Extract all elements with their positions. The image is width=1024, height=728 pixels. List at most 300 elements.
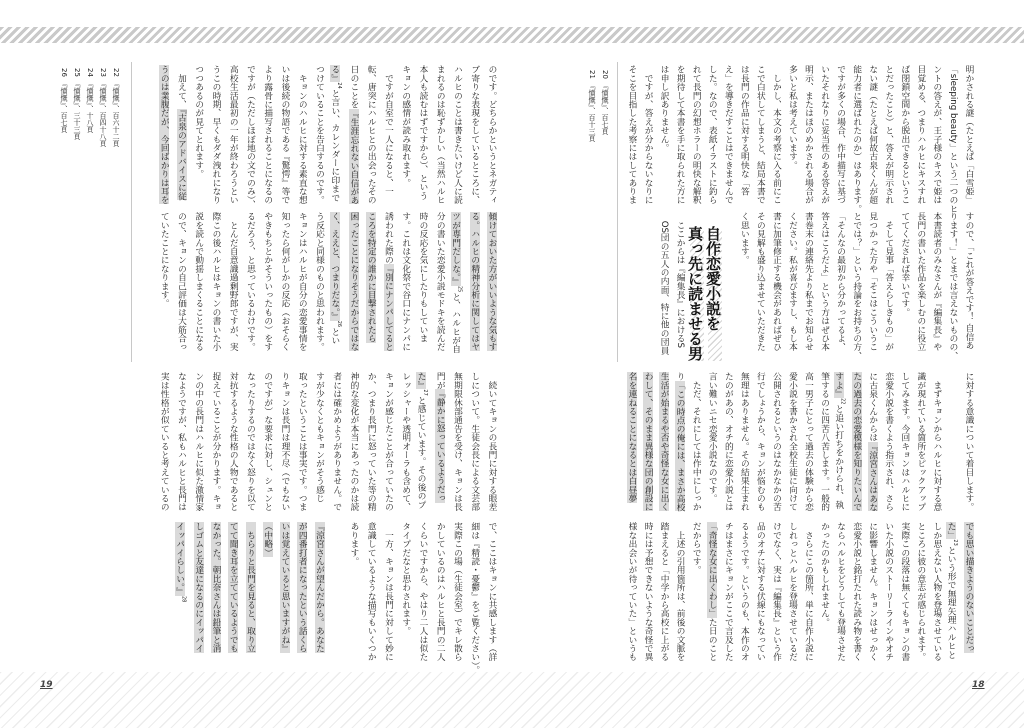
text-column: [780, 522, 796, 667]
body-tier-3: [620, 372, 973, 517]
footnote: 22 『憤慨』、百六十二頁: [112, 68, 120, 147]
text-column: [341, 212, 358, 357]
text-column: [780, 372, 796, 517]
section-heading-line-2: 真っ先に読ませる男: [686, 226, 704, 361]
text-column: [732, 212, 748, 357]
text-column: [732, 65, 748, 210]
text-segment: ですが自室で一人になると、一: [383, 65, 394, 196]
text-column: [272, 212, 289, 357]
footnote-reference: 24: [335, 82, 342, 89]
text-column: [151, 372, 168, 517]
text-column: [168, 372, 185, 517]
text-segment: 高校生活最初の一年が終わろうとい: [228, 65, 239, 205]
footnote: 20 『憤慨』、百七頁: [601, 70, 609, 135]
text-column: [845, 65, 862, 213]
text-column: [668, 522, 684, 667]
text-column: [272, 372, 289, 517]
text-column: [410, 212, 427, 357]
text-segment: 明かされる謎（たとえば「白雪姫」: [964, 65, 974, 205]
text-segment: 門が: [435, 372, 446, 390]
text-column: [861, 522, 877, 667]
text-column: [289, 372, 306, 517]
text-segment: かったのかもしれません。: [819, 522, 830, 627]
text-column: [444, 212, 461, 357]
text-segment: 無理はありません。その結果生まれ: [739, 372, 750, 512]
text-column: [479, 212, 496, 357]
text-column: [237, 65, 254, 210]
text-segment: 多いと私は考えています。: [787, 65, 798, 170]
text-column: [957, 372, 973, 517]
text-column: [764, 212, 780, 357]
text-column: [168, 65, 185, 210]
highlighted-quote: く、ええと、つまりだな。』: [329, 212, 340, 321]
text-column: [237, 212, 254, 357]
text-column: [375, 212, 392, 357]
text-column: [909, 522, 925, 667]
text-column: [444, 65, 461, 210]
text-column: [255, 65, 272, 210]
text-segment: 続いてキョンの長門に対する眼差: [487, 372, 497, 512]
text-column: [289, 522, 306, 667]
text-segment: という形で無理矢理ハルヒと: [946, 545, 957, 659]
text-segment: すが少なくともキョンがそう感じ: [314, 372, 325, 503]
text-segment: た日のこと: [707, 617, 718, 662]
footnote-reference: 28: [180, 595, 187, 603]
text-segment: あります。: [349, 522, 359, 566]
body-tier-3: [151, 372, 496, 517]
text-segment: 取ったということは事実です。つま: [297, 372, 308, 512]
text-segment: いは後続の物語である『驚愕』等で: [280, 65, 290, 205]
text-segment: キョンのハルヒに対する素直な想: [297, 65, 308, 205]
text-segment: 実際この段落は無くてもキョンの書: [899, 522, 910, 662]
text-column: [652, 212, 668, 357]
text-segment: す。これは文化祭で谷口にナンパに: [400, 212, 411, 352]
text-column: [957, 212, 973, 357]
text-column: [813, 212, 829, 357]
text-segment: ところに彼の意志が感じられます。: [915, 522, 926, 662]
highlighted-quote: すよ』: [833, 372, 844, 399]
text-segment: 書に加筆修正する機会があればぜひ: [771, 212, 782, 352]
text-column: [393, 65, 410, 210]
highlighted-quote: たの過去の恋愛模様を知りたいんで: [851, 372, 862, 512]
text-segment: るだろう、と思っているわけです。: [245, 212, 256, 352]
footnote-reference: 23: [951, 539, 958, 546]
body-tier-1: [151, 65, 496, 210]
text-segment: だからです。: [691, 522, 702, 575]
text-column: [748, 522, 764, 667]
text-column: [255, 522, 272, 667]
text-column: [479, 65, 496, 210]
text-segment: に古泉くんからは: [867, 372, 878, 442]
highlighted-quote: 「この時点の俺には、まさか高校: [675, 380, 686, 512]
body-tier-2: [151, 212, 496, 357]
text-segment: OS団の五人の内面、特に他の団員: [659, 212, 670, 355]
text-column: [255, 372, 272, 517]
text-segment: 明示、またはほのめかされる場合が: [803, 65, 814, 205]
text-segment: ですが多くの場合、作中描写に基づ: [835, 65, 846, 205]
text-segment: かしているのはハルヒと長門の二人: [435, 522, 446, 662]
text-column: [186, 372, 203, 517]
text-segment: ください。私が喜びますし、もし本: [787, 212, 798, 352]
text-column: [652, 65, 668, 210]
text-segment: 行でしょうから、キョンが悩むのも: [755, 372, 766, 512]
highlighted-quote: 『涼宮さんが望んだから。あなた: [314, 522, 325, 653]
section-heading-line-1: 自作恋愛小説を: [704, 226, 722, 361]
text-segment: 恋愛小説と銘打たれた読み物を書く: [851, 522, 862, 662]
text-column: [748, 372, 764, 517]
text-segment: なったりするのではなく怒りを以て: [245, 372, 256, 512]
top-stripe-band: [0, 27, 1024, 43]
text-column: [289, 65, 306, 210]
highlighted-quote: 『静かに怒っているようだっ: [435, 389, 446, 503]
text-segment: いたそれなりに妥当性のある答えが: [819, 65, 830, 205]
text-column: [306, 212, 323, 357]
text-column: [168, 522, 185, 667]
text-column: [877, 372, 893, 517]
text-column: [861, 212, 877, 357]
text-segment: 際この後ハルヒはキョンの書いた小: [211, 212, 221, 352]
text-segment: と、ハルヒが自: [450, 292, 461, 354]
text-column: [636, 522, 652, 667]
text-segment: 書巻末の連絡先より私までお知らせ: [803, 212, 814, 352]
text-column: [203, 372, 220, 517]
text-segment: に影響しません。キョンはせっかく: [867, 522, 878, 662]
text-column: [186, 212, 203, 357]
text-column: [410, 372, 427, 517]
text-column: [186, 65, 203, 210]
text-segment: 公開されるというのはなかなかの苦: [771, 372, 782, 512]
text-segment: まずキョンからハルヒに対する意: [931, 372, 942, 512]
text-segment: した。なので、表紙イラストに釣ら: [707, 65, 718, 205]
text-column: [479, 372, 496, 517]
text-column: [427, 372, 444, 517]
text-column: [813, 372, 829, 517]
text-column: [861, 372, 877, 517]
text-column: [957, 522, 973, 667]
highlighted-quote: 『涼宮さんはあな: [867, 441, 878, 512]
text-column: [255, 212, 272, 357]
highlighted-quote: る』: [329, 65, 340, 83]
text-segment: で、ここはキョンに共感します（詳: [487, 522, 497, 662]
text-column: [151, 212, 168, 357]
text-segment: たのがあの、オチ的に恋愛小説とは: [723, 372, 734, 512]
text-segment: 上述の引用箇所は、前後の文脈を: [675, 522, 686, 662]
text-segment: ててくだされば幸いです。: [899, 212, 910, 317]
text-column: [289, 212, 306, 357]
text-column: [813, 65, 829, 210]
highlighted-quote: 『生涯忘れない自信があ: [349, 108, 359, 205]
highlighted-quote: なかった。朝比奈さんは鉛筆と消: [211, 522, 221, 653]
text-segment: 筆するのに四苦八苦します。一般的: [819, 372, 830, 512]
highlighted-quote: た』: [416, 372, 427, 390]
text-column: [306, 65, 323, 210]
text-segment: ントの答えが、王子様のキスで姫は: [931, 65, 942, 205]
text-segment: さらにこの箇所、単に自作小説に: [803, 522, 814, 662]
text-column: [620, 522, 636, 667]
text-segment: 愛小説を書かされ全校生徒に向けて: [787, 372, 798, 512]
text-column: [203, 65, 220, 210]
text-segment: ただ、それにしては作中にしっか: [691, 372, 702, 512]
text-column: [341, 522, 358, 667]
highlighted-quote: でも思い描きようのないことだっ: [964, 522, 974, 653]
text-column: [479, 522, 496, 667]
highlighted-quote: イッパイらしい。』: [174, 522, 185, 596]
text-segment: キョンはハルヒが自分の恋愛事情を: [297, 212, 308, 352]
text-column: [203, 212, 220, 357]
text-segment: 分の書いた恋愛小説モドキを読んだ: [435, 212, 446, 352]
text-segment: ていたことになります。: [159, 212, 170, 308]
text-segment: は申し訳ありません。: [659, 65, 670, 152]
text-column: [764, 522, 780, 667]
text-segment: か、つまり長門に怒っていた等の精: [366, 372, 377, 512]
text-segment: 恋愛小説を書くよう指示され、さら: [883, 372, 894, 512]
text-segment: 知ったら何がしかの反応（おそらく: [280, 212, 290, 352]
text-segment: 対抗するような性格の人物であると: [228, 372, 239, 512]
highlighted-quote: 傾けておいた方がいいような気もす: [487, 212, 497, 352]
text-column: [684, 65, 700, 210]
text-segment: に対する意識について着目します。: [964, 372, 974, 512]
page-number: 19: [40, 680, 53, 690]
text-segment: ンの中の長門はハルヒに似た激情家: [193, 372, 204, 512]
footnote: 24 『憤慨』、十八頁: [86, 68, 94, 133]
text-segment: つつあるのが見てとれます。: [193, 65, 204, 179]
text-column: [462, 372, 479, 517]
text-column: [829, 522, 845, 667]
text-column: [764, 65, 780, 210]
text-segment: るようです。というのも、本作のオ: [739, 522, 750, 662]
text-column: [700, 372, 716, 517]
text-column: [700, 522, 716, 667]
text-column: [358, 372, 375, 517]
text-segment: 長門の書いた作品を楽しむのに役立: [915, 212, 926, 352]
text-column: [957, 65, 973, 210]
text-column: [796, 212, 812, 357]
highlighted-quote: 生活が始まるや否や奇怪な女に出く: [659, 372, 670, 512]
text-column: [909, 372, 925, 517]
text-segment: れて長門の幻想ホラーの明快な解釈: [691, 65, 702, 205]
footnote: 25 『憤慨』、三十三頁: [73, 68, 81, 140]
text-segment: 一方、キョンは長門に対して妙に: [383, 522, 394, 662]
text-column: [341, 372, 358, 517]
text-column: [410, 522, 427, 667]
text-segment: とんだ自意識過剰野郎ですが、実: [228, 212, 239, 352]
text-segment: しについて。生徒会長による文芸部: [469, 372, 480, 512]
text-segment: 者には確かめようがありません。で: [331, 372, 342, 512]
text-segment: ば閉鎖空間から脱出できるというこ: [899, 65, 910, 205]
text-segment: 言い難いニセ恋愛小説なのです。: [707, 372, 718, 503]
text-column: [893, 212, 909, 357]
highlighted-quote: 『古泉のアドバイスに従: [176, 108, 187, 200]
text-column: [220, 522, 237, 667]
text-segment: うこの時期、早くもダダ洩れになり: [211, 65, 221, 205]
text-column: [186, 522, 203, 667]
text-column: [845, 212, 862, 360]
text-segment: ですが（ただしほぼ地の文でのみ）、: [245, 65, 256, 209]
text-segment: 「sleeping beauty」という二つのヒ: [947, 65, 958, 213]
text-segment: 様な出会いが待っていた」というも: [627, 522, 638, 662]
text-segment: けでなく、実は『編集長』という作: [771, 522, 782, 662]
text-column: [780, 65, 796, 210]
text-segment: ブ寄りな表現をしているところに、: [469, 65, 480, 205]
text-column: [668, 65, 684, 210]
text-column: [306, 372, 323, 517]
text-column: [652, 372, 668, 517]
text-segment: ハルヒのことは書きたいけど人に読: [452, 65, 463, 205]
body-tier-4: [620, 522, 973, 667]
text-column: [668, 372, 684, 517]
footnote-reference: 26: [335, 320, 342, 328]
text-segment: 細は『精読・憂鬱』をご覧ください）。: [469, 522, 480, 675]
highlighted-quote: た」: [946, 522, 957, 540]
text-column: [893, 372, 909, 517]
text-column: [237, 522, 254, 667]
text-segment: 高一男子にとって過去の体験から恋: [803, 372, 814, 512]
text-segment: やきもちとかそういったもの）をす: [262, 212, 273, 352]
text-segment: のです。どちらかというとネガティ: [487, 65, 497, 205]
text-column: [829, 212, 845, 357]
text-segment: してみます。今回キョンはハルヒに: [899, 372, 910, 512]
text-segment: 加えて、: [176, 65, 187, 109]
text-segment: その見解も盛り込ませていただきた: [755, 212, 766, 352]
footnote: 26 『憤慨』、百七頁: [60, 68, 68, 133]
text-segment: より露骨に描写されることになるの: [262, 65, 273, 205]
text-segment: 転、唐突にハルヒとの出会ったその: [366, 65, 377, 205]
text-segment: なようですが、私もハルヒと長門は: [176, 372, 187, 512]
text-segment: とでは？」という持論をお持ちの方、: [851, 212, 862, 360]
text-column: [427, 65, 444, 210]
text-segment: 実際この場（生徒会室）でキレ散ら: [452, 522, 463, 662]
text-column: [941, 65, 958, 213]
notes-divider: [131, 62, 132, 362]
highlighted-quote: 「奇怪な女に出くわし」: [707, 522, 718, 618]
text-segment: レッシャーや透明オーラも含めて、: [400, 372, 411, 512]
text-segment: キョンが感じたことが合っていたの: [383, 372, 394, 512]
page-number: 18: [972, 680, 985, 690]
text-segment: とい: [329, 327, 340, 345]
text-segment: 誘われた際の: [383, 212, 394, 265]
text-segment: 無期限休部通告を受け、キョンは長: [452, 372, 463, 512]
text-column: [220, 65, 237, 210]
text-segment: く思います。: [739, 212, 750, 265]
text-segment: と感じています。その後のプ: [416, 395, 427, 509]
text-column: [780, 212, 796, 357]
text-segment: ならハルヒをどうしても登場させた: [835, 522, 846, 662]
section-heading: [686, 226, 722, 361]
text-column: [324, 372, 341, 517]
text-segment: しかし、本文の考察に入る前にこ: [771, 65, 782, 205]
text-segment: と言い、カレンダーに印まで: [329, 88, 340, 202]
highlighted-quote: てて聞き耳を立てているようでも: [228, 522, 239, 653]
highlighted-quote: しゴムと友達になるのにイッパイ: [193, 522, 204, 653]
text-column: [427, 522, 444, 667]
text-column: [375, 522, 392, 667]
text-column: [925, 522, 941, 667]
text-segment: を期待して本書を手に取られた方に: [675, 65, 686, 205]
text-segment: とだったこと）と、答えが明示され: [883, 65, 894, 205]
text-segment: のですが）な要求に対し、シュンと: [262, 372, 273, 512]
text-column: [444, 522, 461, 667]
text-column: [877, 65, 893, 210]
text-column: [220, 212, 237, 357]
text-column: [668, 212, 684, 357]
text-segment: 本人も読むはずですから）、という: [418, 65, 428, 200]
text-column: [375, 372, 392, 517]
text-segment: ります！」とまでは言えないものの、: [947, 212, 958, 360]
text-segment: 実は性格が似ていると考えているの: [159, 372, 170, 512]
text-column: [732, 372, 748, 517]
text-segment: 説を読んで動揺しまくることになる: [193, 212, 204, 352]
text-segment: 神的な変化が本当にあったのかは読: [349, 372, 359, 512]
text-column: [444, 372, 461, 517]
text-column: [151, 65, 168, 210]
text-column: [845, 522, 861, 667]
footnote: 21 『憤慨』、百十三頁: [588, 70, 596, 142]
text-segment: 品のオチに対する伏線にもなってい: [755, 522, 766, 662]
notes-divider: [617, 62, 618, 362]
text-column: [716, 522, 732, 667]
text-column: [462, 65, 479, 210]
text-segment: チはまさにキョンがここで言及した: [723, 522, 734, 662]
text-segment: 踏まえると「中学から高校に上がる: [659, 522, 670, 662]
text-column: [358, 65, 375, 210]
text-segment: 捉えていることが分かります。キョ: [211, 372, 221, 512]
text-column: [462, 212, 479, 357]
text-column: [877, 522, 893, 667]
text-column: [716, 65, 732, 210]
text-column: [272, 522, 289, 667]
text-segment: そして見事「答えらしきもの」が: [883, 212, 894, 352]
text-segment: ここからは『編集長』におけるS: [675, 212, 686, 349]
highlighted-quote: ちらりと長門を見ると、取り立: [245, 522, 256, 653]
footnote: 23 『憤慨』、百四十八頁: [99, 68, 107, 147]
text-column: [829, 65, 845, 210]
text-segment: は長門の作品に対する明快な「答: [739, 65, 750, 196]
text-segment: まれるのは恥ずかしい（当然ハルヒ: [435, 65, 446, 205]
text-column: [168, 212, 185, 357]
highlighted-quote: うのは業腹だが、今回ばかりは耳を: [159, 65, 170, 205]
text-column: [893, 65, 909, 210]
text-segment: 本書読者のみなさんが『編集長』や: [931, 212, 942, 352]
text-segment: 「そんなの最初から分かってるよ、: [835, 212, 846, 352]
text-column: [684, 372, 700, 517]
text-column: [877, 212, 893, 357]
text-column: [941, 522, 957, 667]
text-column: [620, 65, 636, 210]
text-column: [427, 212, 444, 357]
text-column: [796, 65, 812, 210]
text-column: [700, 65, 716, 210]
text-column: [324, 65, 341, 210]
bottom-stripe-band: [0, 672, 1024, 728]
text-segment: 時の反応を気にしたりもしていま: [418, 212, 428, 343]
text-column: [203, 522, 220, 667]
text-column: [748, 212, 764, 357]
body-tier-1: [620, 65, 974, 213]
text-column: [716, 372, 732, 517]
highlighted-quote: いは覚えていると思いますがね』: [280, 522, 290, 653]
footnote-reference: 27: [422, 389, 428, 396]
text-segment: え」を導きだすことはできませんで: [723, 65, 734, 205]
text-column: [813, 522, 829, 667]
text-segment: ので、キョンの自己評価は大筋合っ: [176, 212, 187, 352]
text-segment: 識が現れている箇所をピックアップ: [915, 372, 926, 512]
text-segment: 見つかった方や「そこはこういうこ: [867, 212, 878, 352]
text-segment: つけていることを告白するのです。: [314, 65, 325, 205]
highlighted-quote: 『別にナンパしてると: [383, 264, 394, 352]
text-column: [358, 212, 375, 357]
text-segment: タイプだなと思わされます。: [400, 522, 411, 636]
text-column: [410, 65, 427, 210]
